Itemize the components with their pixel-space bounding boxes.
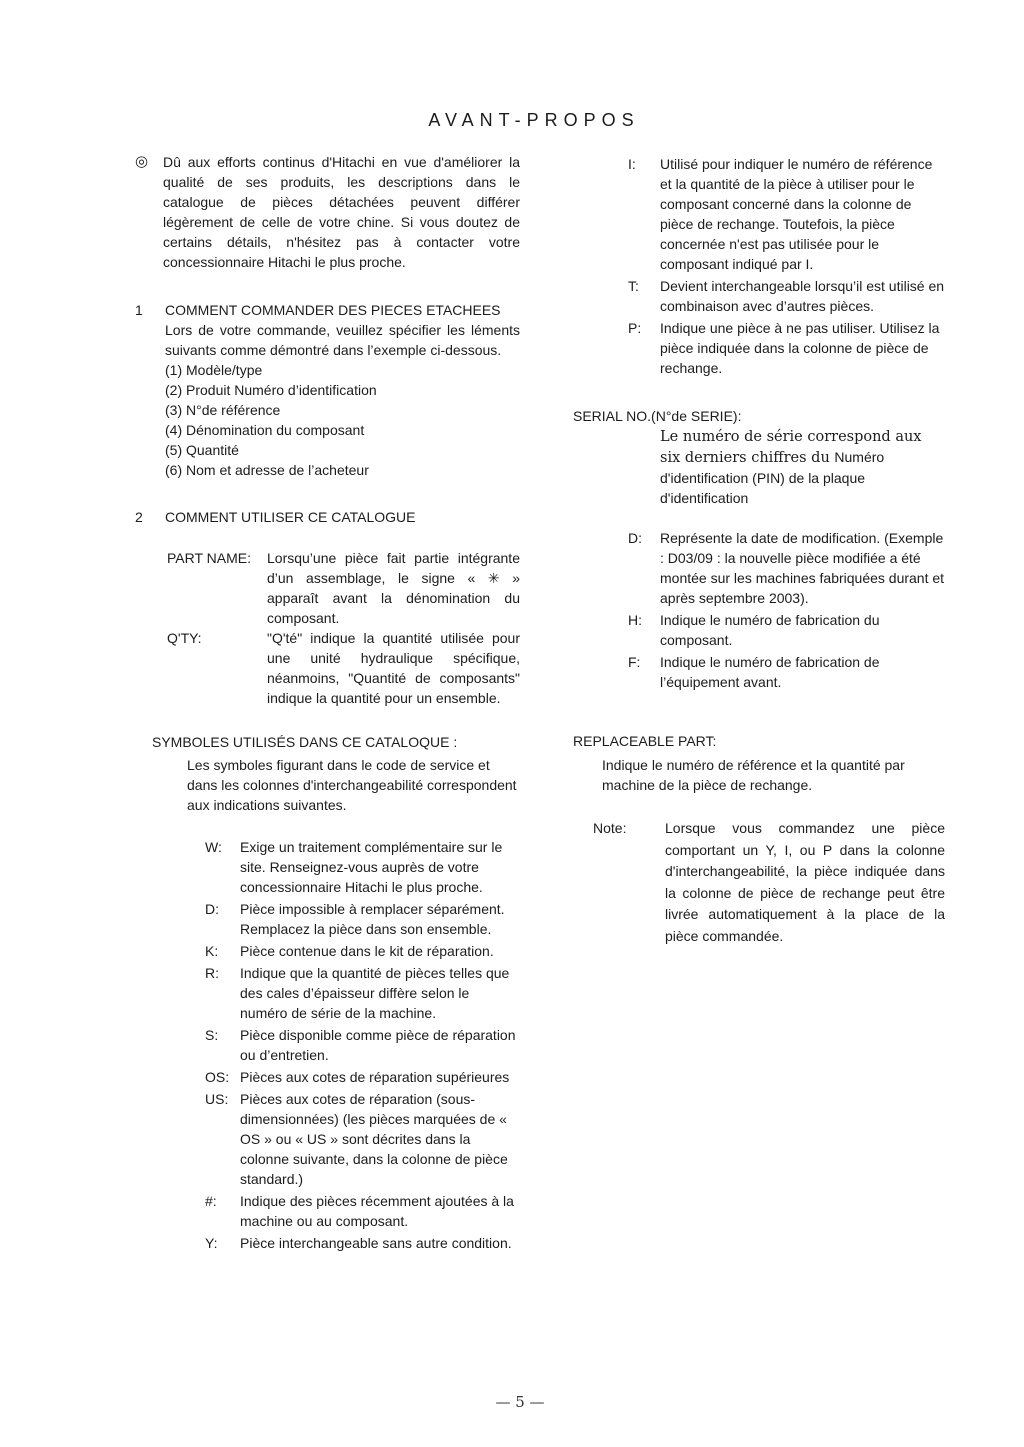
symbols-intro: Les symboles figurant dans le code de service et dans les colonnes d'interchangeabilité correspondent aux indications suivantes. [187, 757, 517, 813]
definition-text: "Q'té" indique la quantité utilisée pour une unité hydraulique spécifique, néanmoins, "Quantité de composants" indique la quantité pour un ensemble. [267, 630, 520, 706]
code-key: F: [628, 654, 641, 670]
serial-heading: SERIAL NO.(N°de SERIE): [573, 408, 742, 424]
code-text: Indique une pièce à ne pas utiliser. Utilisez la pièce indiquée dans la colonne de pièce de rechange. [660, 320, 940, 376]
symbols-heading: SYMBOLES UTILISÉS DANS CE CATALOQUE : [152, 734, 458, 750]
symbol-item-hash [205, 1191, 520, 1231]
symbols-list [205, 837, 520, 1255]
section2-heading-row [135, 507, 520, 527]
symbol-item-s [205, 1025, 520, 1065]
symbol-text: Pièces aux cotes de réparation (sous-dimensionnées) (les pièces marquées de « OS » ou « US » sont décrites dans la colonne suivante, dans la colonne de pièce standard.) [240, 1091, 508, 1187]
interchange-codes-list [628, 154, 945, 380]
order-item: (1) Modèle/type [165, 362, 263, 378]
code-key: P: [628, 320, 642, 336]
code-key: D: [628, 530, 642, 546]
symbol-key: W: [205, 839, 222, 855]
code-text: Représente la date de modification. (Exemple : D03/09 : la nouvelle pièce modifiée a été montée sur les machines fabriquées durant et après septembre 2003). [660, 530, 945, 606]
symbol-text: Pièce impossible à remplacer séparément. Remplacez la pièce dans son ensemble. [240, 901, 505, 937]
serial-text-serif: Le numéro de série correspond aux six derniers chiffres du [660, 429, 922, 466]
replaceable-text: Indique le numéro de référence et la quantité par machine de la pièce de rechange. [602, 757, 905, 793]
code-item-p [628, 318, 945, 378]
code-item-h [628, 610, 945, 650]
symbol-key: R: [205, 965, 219, 981]
serial-number-section [573, 406, 945, 508]
order-item: (3) N°de référence [165, 402, 281, 418]
code-item-f [628, 652, 945, 692]
section1-heading-row [135, 300, 520, 320]
serial-text-sans: Numéro d'identification (PIN) de la plaque d'identification [660, 449, 885, 506]
code-item-d [628, 528, 945, 608]
symbol-text: Pièce interchangeable sans autre condition. [240, 1235, 512, 1251]
symbol-item-w [205, 837, 520, 897]
symbol-item-r [205, 963, 520, 1023]
symbol-text: Pièce contenue dans le kit de réparation. [240, 943, 494, 959]
section1-number: 1 [135, 302, 143, 318]
symbol-text: Indique que la quantité de pièces telles que des cales d’épaisseur diffère selon le numéro de série de la machine. [240, 965, 510, 1021]
symbol-key: K: [205, 943, 219, 959]
definitions-list [167, 548, 520, 708]
serial-paragraph [660, 426, 945, 508]
symbol-text: Exige un traitement complémentaire sur le site. Renseignez-vous auprès de votre concessionnaire Hitachi le plus proche. [240, 839, 503, 895]
note-section [593, 818, 945, 947]
code-key: H: [628, 612, 642, 628]
symbol-key: OS: [205, 1069, 230, 1085]
section-how-to-use [135, 507, 520, 708]
symbol-item-y [205, 1233, 520, 1253]
section1-body: Lors de votre commande, veuillez spécifier les léments suivants comme démontré dans l’exemple ci-dessous. [165, 322, 520, 358]
code-item-i [628, 154, 945, 274]
replaceable-heading: REPLACEABLE PART: [573, 733, 717, 749]
definition-qty [167, 628, 520, 708]
definition-part-name [167, 548, 520, 628]
symbol-key: Y: [205, 1235, 218, 1251]
code-key: I: [628, 156, 636, 172]
date-codes-list [628, 528, 945, 694]
code-key: T: [628, 278, 639, 294]
section1-heading: COMMENT COMMANDER DES PIECES ETACHEES [165, 302, 501, 318]
order-item: (5) Quantité [165, 442, 239, 458]
symbol-key: D: [205, 901, 219, 917]
symbol-text: Indique des pièces récemment ajoutées à la machine ou au composant. [240, 1193, 514, 1229]
symbol-item-d [205, 899, 520, 939]
symbol-item-k [205, 941, 520, 961]
code-text: Devient interchangeable lorsqu’il est utilisé en combinaison avec d’autres pièces. [660, 278, 945, 314]
intro-paragraph [135, 152, 520, 272]
replaceable-part-section [573, 731, 945, 795]
page-title: AVANT-PROPOS [428, 110, 640, 130]
code-text: Utilisé pour indiquer le numéro de référence et la quantité de la pièce à utiliser pour le composant concerné dans la colonne de pièce de rechange. Toutefois, la pièce concernée n'est pas utilisée pour le composant indiqué par I. [660, 156, 933, 272]
section2-heading: COMMENT UTILISER CE CATALOGUE [165, 509, 416, 525]
note-label: Note: [593, 820, 627, 836]
page-number: — 5 — [495, 1393, 545, 1411]
order-item: (2) Produit Numéro d’identification [165, 382, 377, 398]
section2-number: 2 [135, 509, 143, 525]
bullseye-bullet-icon: ◎ [135, 153, 149, 170]
symbol-text: Pièces aux cotes de réparation supérieures [240, 1069, 510, 1085]
intro-text: Dû aux efforts continus d'Hitachi en vue d'améliorer la qualité de ses produits, les descriptions dans le catalogue de pièces détachées peuvent différer légèrement de celle de votre chine. Si vous doutez de certains détails, n'hésitez pas à contacter votre concessionnaire Hitachi le plus proche. [163, 154, 520, 270]
section-how-to-order [135, 300, 520, 480]
symbol-key: S: [205, 1027, 219, 1043]
code-text: Indique le numéro de fabrication de l’équipement avant. [660, 654, 880, 690]
definition-label: Q'TY: [167, 630, 202, 646]
definition-label: PART NAME: [167, 550, 252, 566]
symbol-item-os [205, 1067, 520, 1087]
code-text: Indique le numéro de fabrication du composant. [660, 612, 880, 648]
symbol-key: #: [205, 1193, 217, 1209]
order-item: (4) Dénomination du composant [165, 422, 365, 438]
symbol-text: Pièce disponible comme pièce de réparation ou d’entretien. [240, 1027, 516, 1063]
code-item-t [628, 276, 945, 316]
note-text: Lorsque vous commandez une pièce comportant un Y, I, ou P dans la colonne d'interchangeabilité, la pièce indiquée dans la colonne de pièce de rechange peut être livrée automatiquement à la place de la pièce commandée. [665, 820, 945, 944]
definition-text: Lorsqu’une pièce fait partie intégrante d’un assemblage, le signe « ✳ » apparaît avant la dénomination du composant. [267, 550, 520, 626]
order-item: (6) Nom et adresse de l’acheteur [165, 462, 369, 478]
symbol-key: US: [205, 1091, 229, 1107]
symbol-item-us [205, 1089, 520, 1189]
